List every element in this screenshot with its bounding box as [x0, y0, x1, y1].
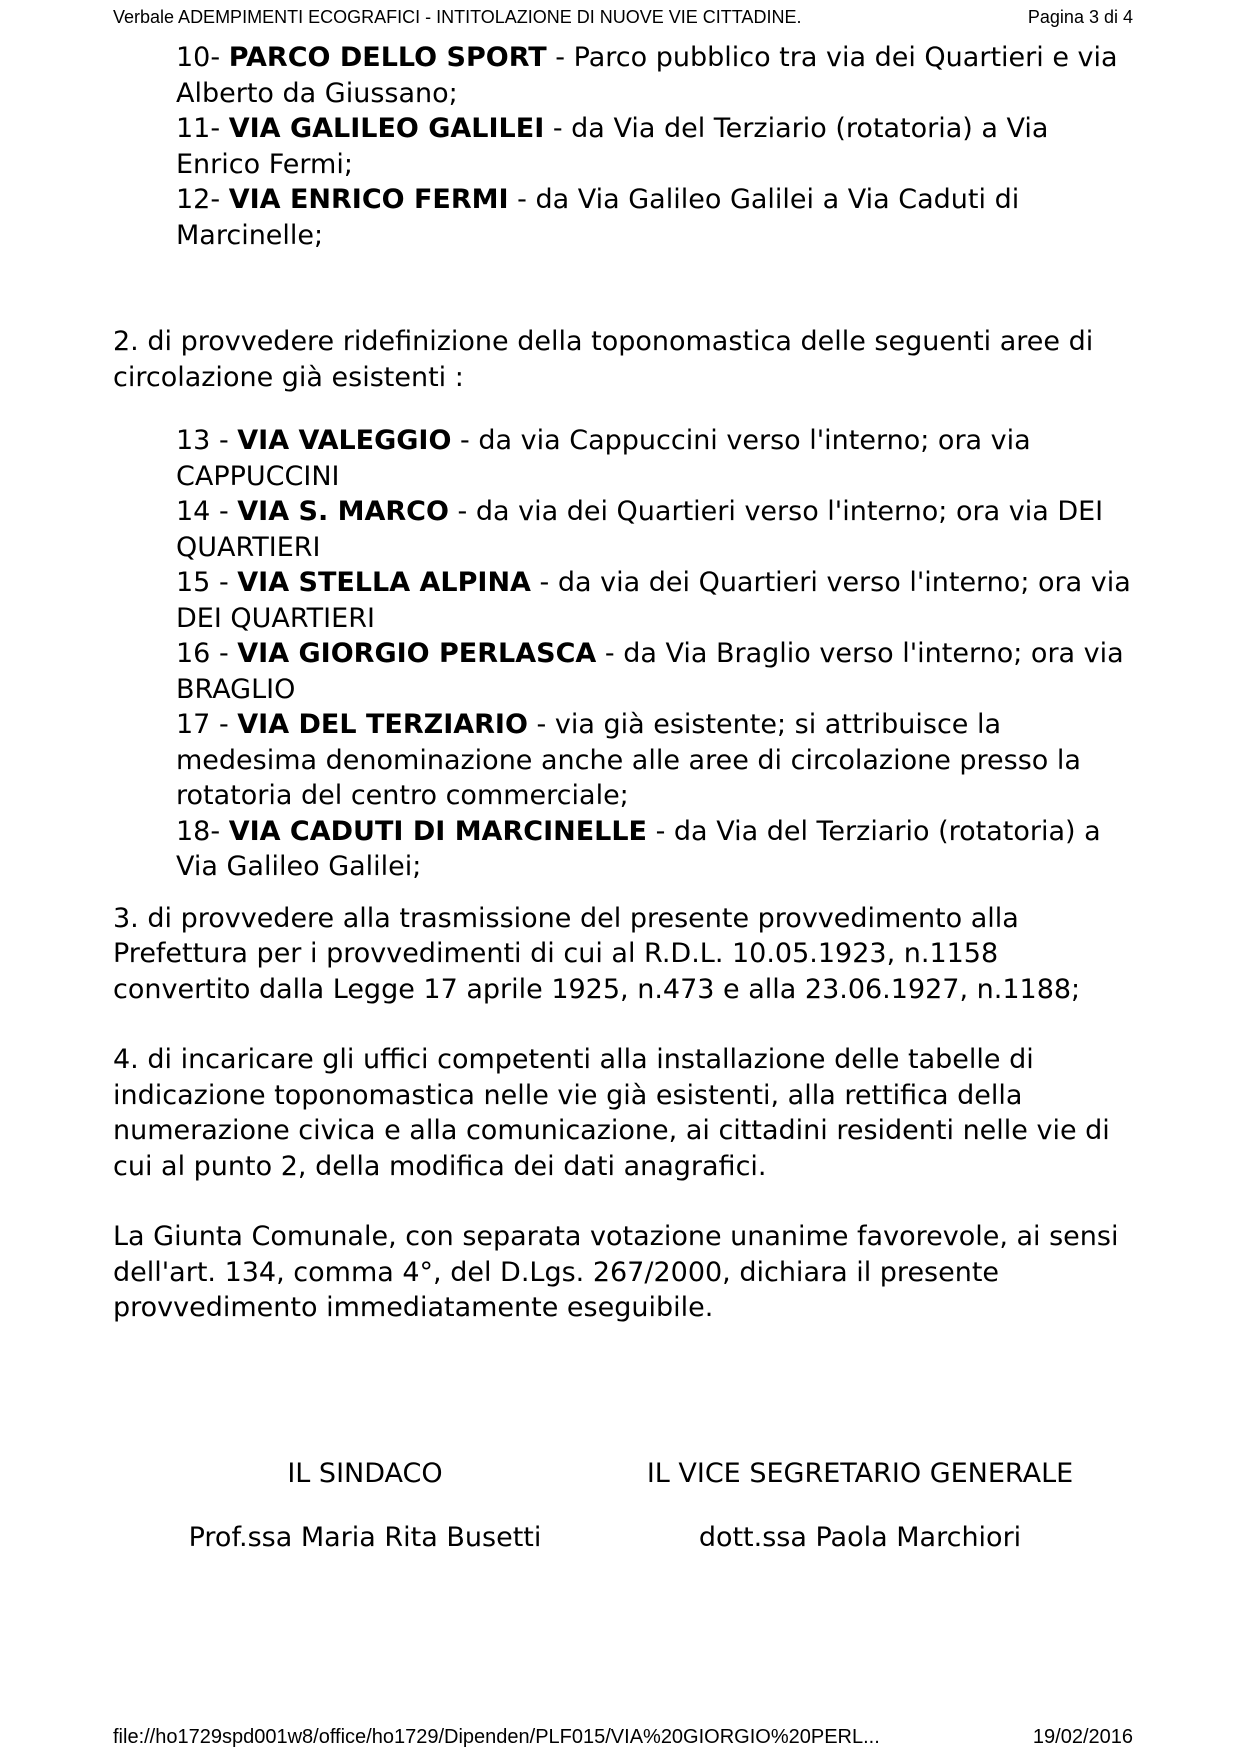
list-item: 15 - VIA STELLA ALPINA - da via dei Quartieri verso l'interno; ora via DEI QUARTIERI — [176, 567, 1131, 634]
secretary-role: IL VICE SEGRETARIO GENERALE — [646, 1458, 1074, 1489]
closing-statement: La Giunta Comunale, con separata votazione unanime favorevole, ai sensi dell'art. 134, comma 4°, del D.Lgs. 267/2000, dichiara il presente provvedimento immediatamente eseguibile. — [113, 1221, 1119, 1323]
list-item: 10- PARCO DELLO SPORT - Parco pubblico tra via dei Quartieri e via Alberto da Giussano; — [176, 42, 1118, 109]
point-3: 3. di provvedere alla trasmissione del presente provvedimento alla Prefettura per i provvedimenti di cui al R.D.L. 10.05.1923, n.1158 convertito dalla Legge 17 aprile 1925, n.473 e alla 23.06.1927, n.1188; — [113, 902, 1081, 1005]
file-path: file://ho1729spd001w8/office/ho1729/Dipenden/PLF015/VIA%20GIORGIO%20PERL... — [113, 1726, 880, 1748]
point-2: 2. di provvedere ridefinizione della toponomastica delle seguenti aree di circolazione già esistenti : — [113, 326, 1094, 393]
page-header — [113, 4, 1133, 30]
mayor-name: Prof.ssa Maria Rita Busetti — [188, 1522, 542, 1553]
list-item: 14 - VIA S. MARCO - da via dei Quartieri verso l'interno; ora via DEI QUARTIERI — [176, 496, 1104, 563]
mayor-role: IL SINDACO — [287, 1458, 443, 1489]
list-item: 17 - VIA DEL TERZIARIO - via già esistente; si attribuisce la medesima denominazione anche alle aree di circolazione presso la rotatoria del centro commerciale; — [176, 709, 1081, 811]
list-item: 18- VIA CADUTI DI MARCINELLE - da Via del Terziario (rotatoria) a Via Galileo Galilei; — [176, 815, 1101, 882]
secretary-name: dott.ssa Paola Marchiori — [698, 1522, 1022, 1553]
list-item: 16 - VIA GIORGIO PERLASCA - da Via Braglio verso l'interno; ora via BRAGLIO — [176, 638, 1124, 705]
list-item: 13 - VIA VALEGGIO - da via Cappuccini verso l'interno; ora via CAPPUCCINI — [176, 425, 1031, 492]
new-streets-list — [113, 40, 1133, 253]
existing-streets-list — [113, 423, 1133, 885]
list-item: 12- VIA ENRICO FERMI - da Via Galileo Galilei a Via Caduti di Marcinelle; — [176, 184, 1020, 251]
point-4: 4. di incaricare gli uffici competenti alla installazione delle tabelle di indicazione toponomastica nelle vie già esistenti, alla rettifica della numerazione civica e alla comunicazione, ai cittadini residenti nelle vie di cui al punto 2, della modifica dei dati anagrafici. — [113, 1044, 1110, 1182]
document-body — [113, 40, 1133, 1326]
document-title: Verbale ADEMPIMENTI ECOGRAFICI - INTITOLAZIONE DI NUOVE VIE CITTADINE. — [113, 7, 802, 27]
print-date: 19/02/2016 — [1032, 1726, 1133, 1748]
page-footer — [113, 1724, 1133, 1750]
page-number: Pagina 3 di 4 — [1027, 7, 1133, 27]
list-item: 11- VIA GALILEO GALILEI - da Via del Terziario (rotatoria) a Via Enrico Fermi; — [176, 113, 1049, 180]
